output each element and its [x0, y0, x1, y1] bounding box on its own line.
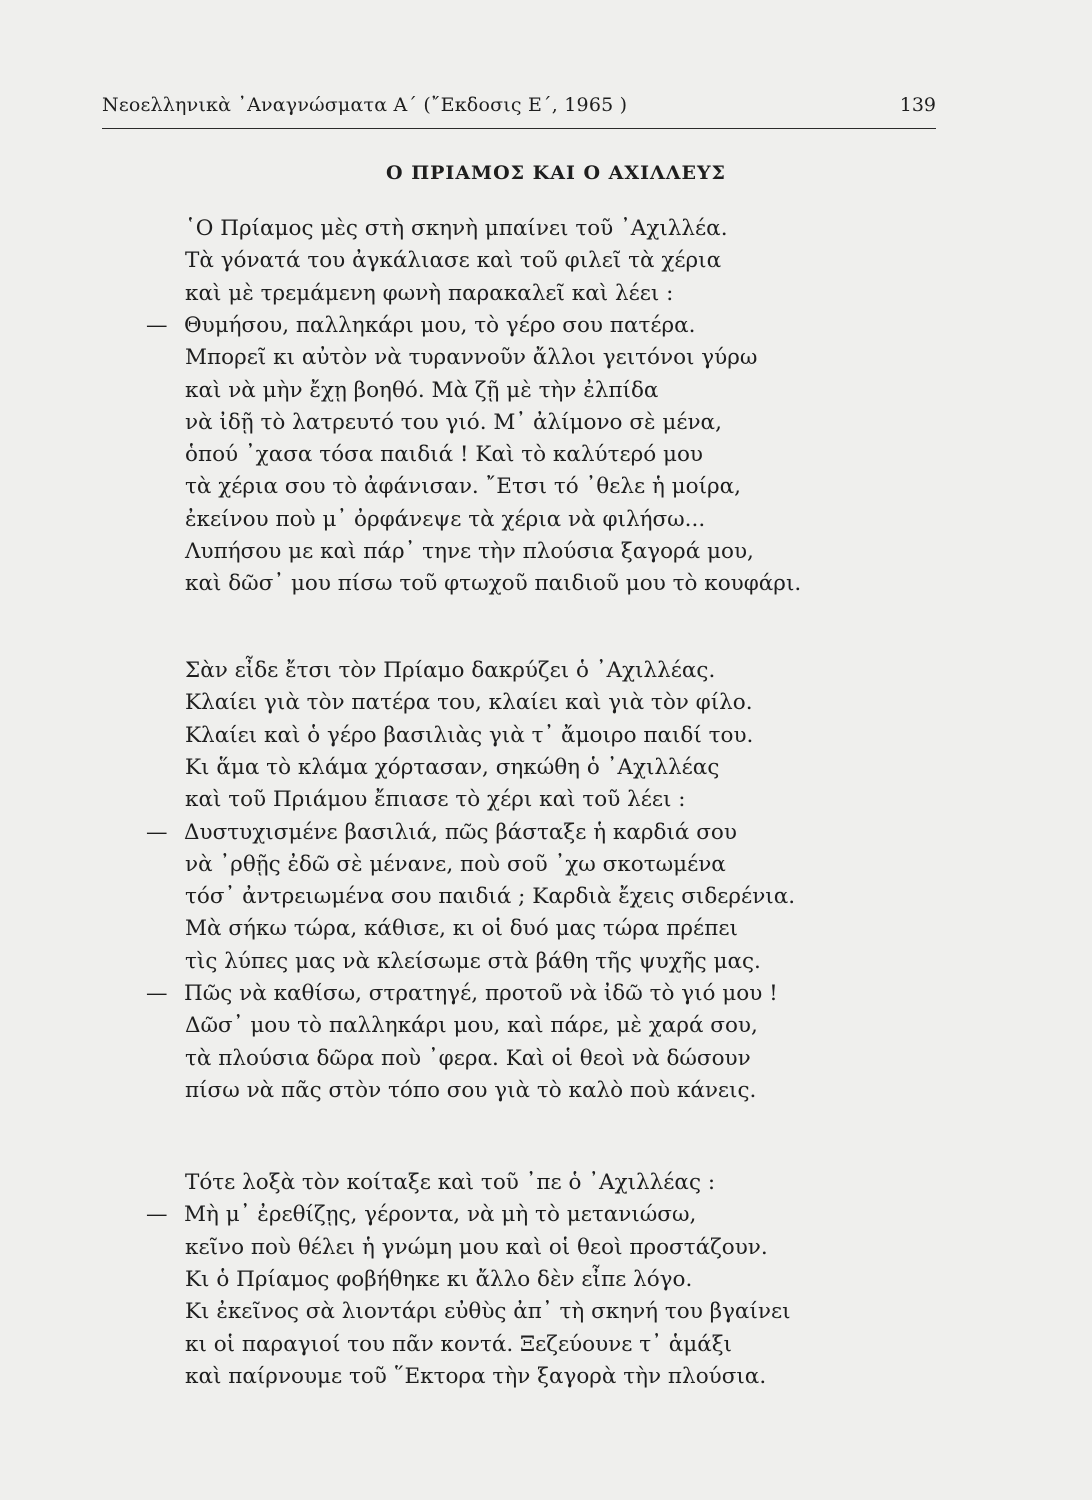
poem-line: καὶ νὰ μὴν ἔχῃ βοηθό. Μὰ ζῇ μὲ τὴν ἐλπίδα	[185, 377, 659, 403]
poem-line: Μπορεῖ κι αὐτὸν νὰ τυραννοῦν ἄλλοι γειτόνοι γύρω	[185, 345, 758, 371]
poem-line: Κι ἅμα τὸ κλάμα χόρτασαν, σηκώθη ὁ ᾽Αχιλλέας	[185, 754, 720, 780]
poem-line: τὰ χέρια σου τὸ ἀφάνισαν. ῎Ετσι τό ᾽θελε ἡ μοίρα,	[185, 474, 741, 500]
page-number: 139	[899, 94, 936, 116]
poem-line: Κι ὁ Πρίαμος φοβήθηκε κι ἄλλο δὲν εἶπε λόγο.	[185, 1266, 693, 1292]
poem-line: Κλαίει καὶ ὁ γέρο βασιλιὰς γιὰ τ᾽ ἄμοιρο παιδί του.	[185, 722, 754, 748]
poem-title: Ο ΠΡΙΑΜΟΣ ΚΑΙ Ο ΑΧΙΛΛΕΥΣ	[386, 162, 726, 184]
poem-line: Τότε λοξὰ τὸν κοίταξε καὶ τοῦ ᾽πε ὁ ᾽Αχιλλέας :	[185, 1170, 716, 1195]
poem-line: κεῖνο ποὺ θέλει ἡ γνώμη μου καὶ οἱ θεοὶ προστάζουν.	[185, 1234, 768, 1260]
poem-line: καὶ μὲ τρεμάμενη φωνὴ παρακαλεῖ καὶ λέει :	[185, 280, 674, 306]
poem-line: Μὰ σήκω τώρα, κάθισε, κι οἱ δυό μας τώρα πρέπει	[185, 916, 738, 942]
poem-line: — Θυμήσου, παλληκάρι μου, τὸ γέρο σου πατέρα.	[146, 312, 696, 338]
poem-line: πίσω νὰ πᾶς στὸν τόπο σου γιὰ τὸ καλὸ ποὺ κάνεις.	[185, 1077, 757, 1103]
poem-line: — Δυστυχισμένε βασιλιά, πῶς βάσταξε ἡ καρδιά σου	[146, 819, 737, 845]
poem-line: τὶς λύπες μας νὰ κλείσωμε στὰ βάθη τῆς ψυχῆς μας.	[185, 948, 761, 974]
poem-line: νὰ ᾽ρθῇς ἐδῶ σὲ μένανε, ποὺ σοῦ ᾽χω σκοτωμένα	[185, 851, 726, 877]
poem-line: Λυπήσου με καὶ πάρ᾽ τηνε τὴν πλούσια ξαγορά μου,	[185, 539, 754, 564]
poem-line: καὶ παίρνουμε τοῦ ῞Εκτορα τὴν ξαγορὰ τὴν πλούσια.	[185, 1363, 767, 1389]
poem-line: καὶ τοῦ Πριάμου ἔπιασε τὸ χέρι καὶ τοῦ λέει :	[185, 787, 686, 813]
poem-line: ῾Ο Πρίαμος μὲς στὴ σκηνὴ μπαίνει τοῦ ᾽Αχιλλέα.	[185, 216, 728, 241]
poem-line: κι οἱ παραγιοί του πᾶν κοντά. Ξεζεύουνε τ᾽ ἁμάξι	[185, 1331, 732, 1357]
poem-line: τόσ᾽ ἀντρειωμένα σου παιδιά ; Καρδιὰ ἔχεις σιδερένια.	[185, 884, 796, 910]
poem-line: ἐκείνου ποὺ μ᾽ ὀρφάνεψε τὰ χέρια νὰ φιλήσω...	[185, 506, 706, 532]
poem-line: Τὰ γόνατά του ἀγκάλιασε καὶ τοῦ φιλεῖ τὰ χέρια	[185, 248, 722, 274]
poem-line: Δῶσ᾽ μου τὸ παλληκάρι μου, καὶ πάρε, μὲ χαρά σου,	[185, 1013, 758, 1039]
book-title-header: Νεοελληνικὰ ᾽Αναγνώσματα Α΄ (῎Εκδοσις Ε΄, 1965 )	[102, 94, 628, 116]
poem-line: Κι ἐκεῖνος σὰ λιοντάρι εὐθὺς ἀπ᾽ τὴ σκηνή του βγαίνει	[185, 1299, 791, 1325]
poem-line: ὁπού ᾽χασα τόσα παιδιά ! Καὶ τὸ καλύτερό μου	[185, 442, 704, 468]
poem-line: — Πῶς νὰ καθίσω, στρατηγέ, προτοῦ νὰ ἰδῶ τὸ γιό μου !	[146, 981, 778, 1006]
poem-line: νὰ ἰδῇ τὸ λατρευτό του γιό. Μ᾽ ἀλίμονο σὲ μένα,	[185, 409, 722, 435]
poem-line: Κλαίει γιὰ τὸν πατέρα του, κλαίει καὶ γιὰ τὸν φίλο.	[185, 690, 753, 716]
poem-line: καὶ δῶσ᾽ μου πίσω τοῦ φτωχοῦ παιδιοῦ μου τὸ κουφάρι.	[185, 571, 802, 597]
poem-line: τὰ πλούσια δῶρα ποὺ ᾽φερα. Καὶ οἱ θεοὶ νὰ δώσουν	[185, 1045, 751, 1071]
poem-line: Σὰν εἶδε ἔτσι τὸν Πρίαμο δακρύζει ὁ ᾽Αχιλλέας.	[185, 658, 716, 683]
poem-line: — Μὴ μ᾽ ἐρεθίζῃς, γέροντα, νὰ μὴ τὸ μετανιώσω,	[146, 1202, 697, 1228]
running-header	[102, 92, 936, 129]
